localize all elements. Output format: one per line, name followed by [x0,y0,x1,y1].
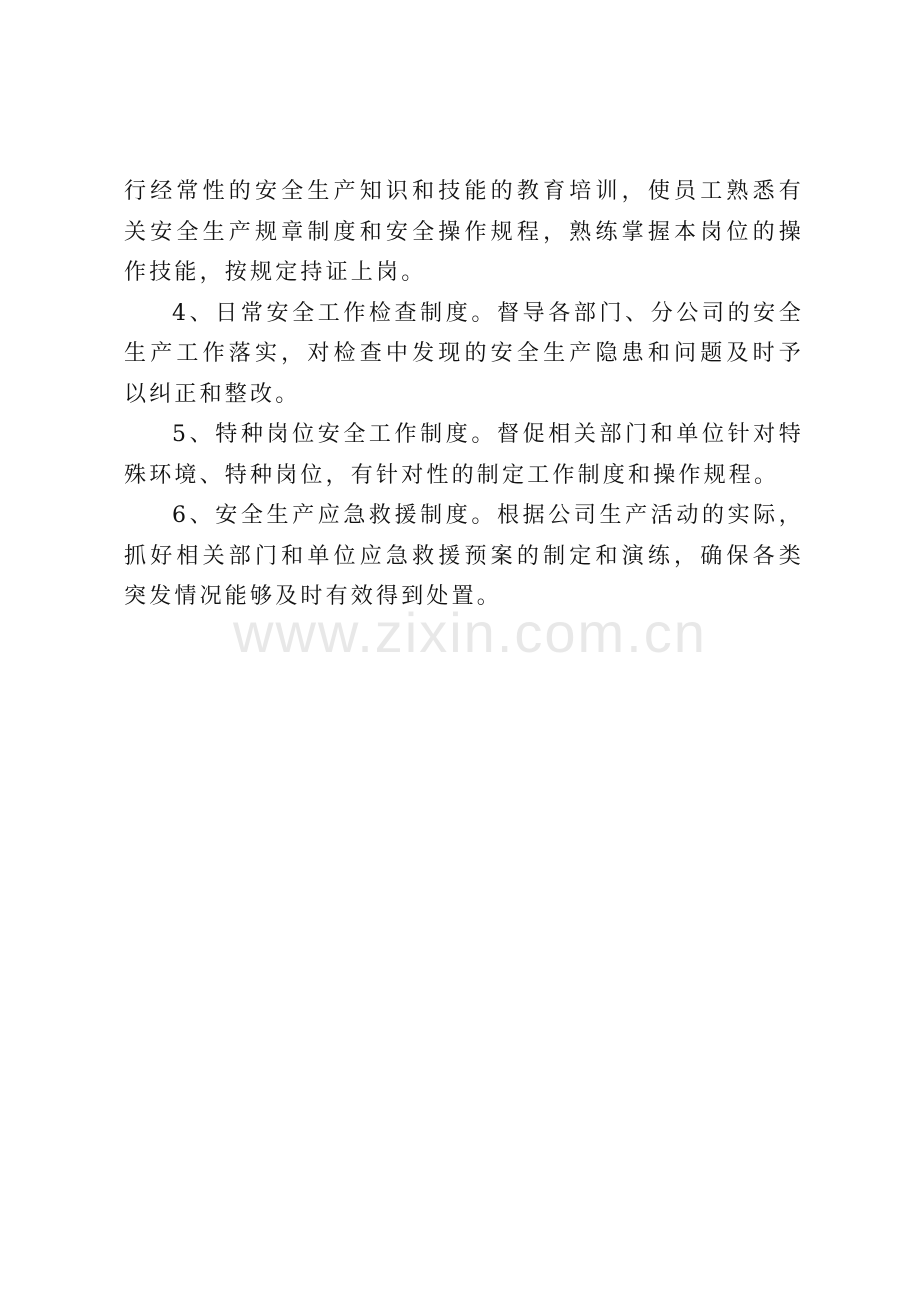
document-body [124,172,804,618]
paragraph-training-continuation: 行经常性的安全生产知识和技能的教育培训，使员工熟悉有关安全生产规章制度和安全操作规程，熟练掌握本岗位的操作技能，按规定持证上岗。 [124,179,804,285]
watermark: www.zixin.com.cn [233,601,707,664]
paragraph-special-posts: 5、特种岗位安全工作制度。督促相关部门和单位针对特殊环境、特种岗位，有针对性的制定工作制度和操作规程。 [124,422,804,488]
paragraph-emergency-rescue: 6、安全生产应急救援制度。根据公司生产活动的实际，抓好相关部门和单位应急救援预案的制定和演练，确保各类突发情况能够及时有效得到处置。 [124,503,804,609]
paragraph-daily-inspection: 4、日常安全工作检查制度。督导各部门、分公司的安全生产工作落实，对检查中发现的安全生产隐患和问题及时予以纠正和整改。 [124,300,804,407]
